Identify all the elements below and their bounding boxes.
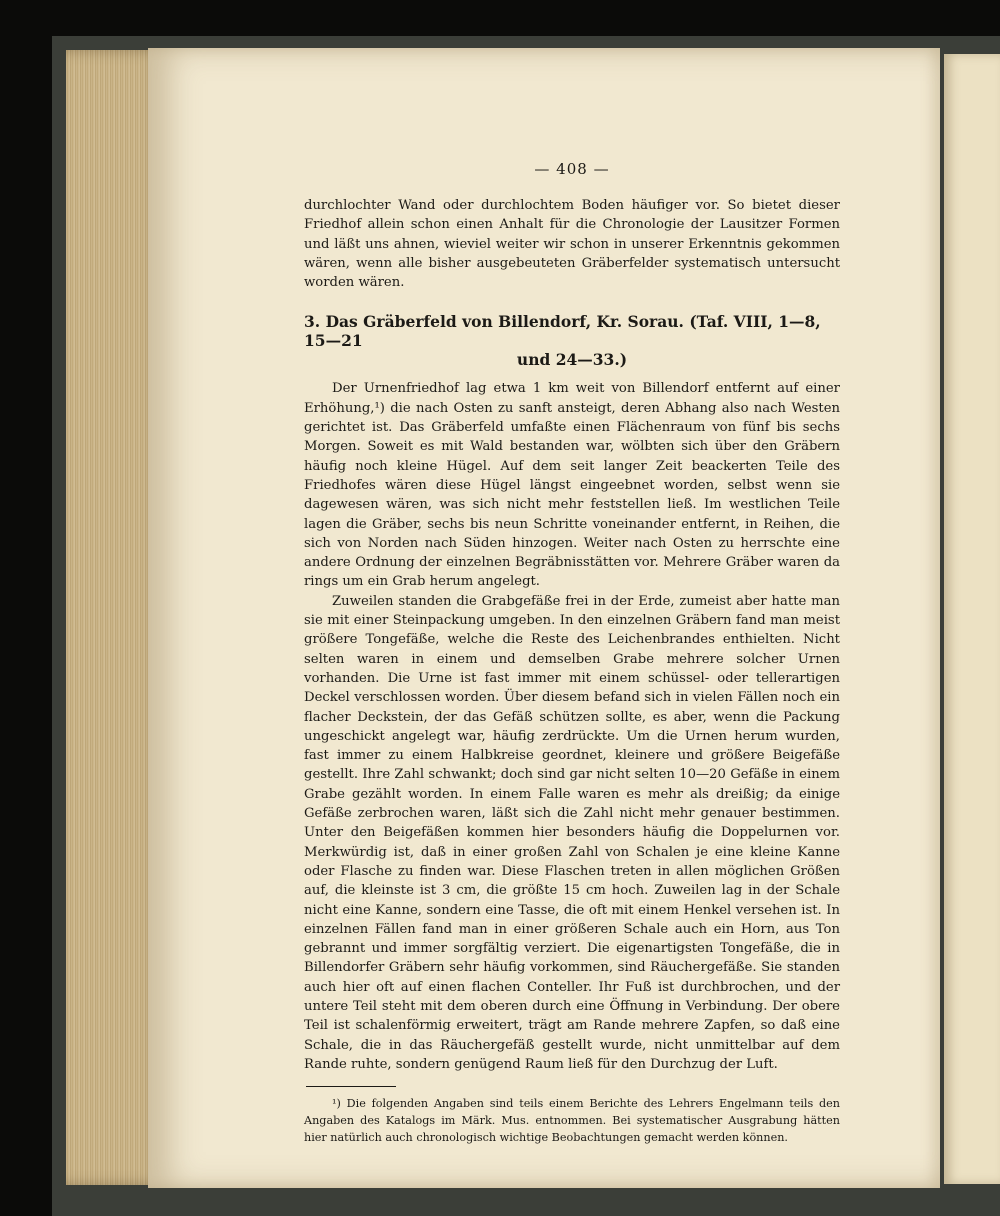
facing-page-edge: [944, 54, 1000, 1184]
section-heading-line1: 3. Das Gräberfeld von Billendorf, Kr. Sorau. (Taf. VIII, 1—8, 15—21: [304, 312, 821, 351]
footnote: ¹) Die folgenden Angaben sind teils einem Berichte des Lehrers Engelmann teils den Angaben des Katalogs im Märk. Mus. entnommen. Bei systematischer Ausgrabung hätten hier natürlich auch chronologisch wichtige Beobachtungen gemacht werden können.: [304, 1097, 840, 1145]
section-heading-line2: und 24—33.): [516, 350, 628, 370]
body-paragraph: Der Urnenfriedhof lag etwa 1 km weit von Billendorf entfernt auf einer Erhöhung,¹) die nach Osten zu sanft ansteigt, deren Abhang also nach Westen gerichtet ist. Das Gräberfeld umfaßte einen Flächenraum von fünf bis sechs Morgen. Soweit es mit Wald bestanden war, wölbten sich über den Gräbern häufig noch kleine Hügel. Auf dem seit langer Zeit beackerten Teile des Friedhofes wären diese Hügel längst eingeebnet worden, selbst wenn sie dagewesen wären, was sich nicht mehr feststellen ließ. Im westlichen Teile lagen die Gräber, sechs bis neun Schritte voneinander entfernt, in Reihen, die sich von Norden nach Süden hinzogen. Weiter nach Osten zu herrschte eine andere Ordnung der einzelnen Begräbnisstätten vor. Mehrere Gräber waren da rings um ein Grab herum angelegt.: [304, 381, 840, 590]
body-paragraph: Zuweilen standen die Grabgefäße frei in der Erde, zumeist aber hatte man sie mit einer Steinpackung umgeben. In den einzelnen Gräbern fand man meist größere Tongefäße, welche die Reste des Leichenbrandes enthielten. Nicht selten waren in einem und demselben Grabe mehrere solcher Urnen vorhanden. Die Urne ist fast immer mit einem schüssel- oder tellerartigen Deckel verschlossen worden. Über diesem befand sich in vielen Fällen noch ein flacher Deckstein, der das Gefäß schützen sollte, es aber, wenn die Packung ungeschickt angelegt war, häufig zerdrückte. Um die Urnen herum wurden, fast immer zu einem Halbkreise geordnet, kleinere und größere Beigefäße gestellt. Ihre Zahl schwankt; doch sind gar nicht selten 10—20 Gefäße in einem Grabe gezählt worden. In einem Falle waren es mehr als dreißig; da einige Gefäße zerbrochen waren, läßt sich die Zahl nicht mehr genauer bestimmen. Unter den Beigefäßen kommen hier besonders häufig die Doppelurnen vor. Merkwürdig ist, daß in einer großen Zahl von Schalen je eine kleine Kanne oder Flasche zu finden war. Diese Flaschen treten in allen möglichen Größen auf, die kleinste ist 3 cm, die größte 15 cm hoch. Zuweilen lag in der Schale nicht eine Kanne, sondern eine Tasse, die oft mit einem Henkel versehen ist. In einzelnen Fällen fand man in einer größeren Schale auch ein Horn, aus Ton gebrannt und immer sorgfältig verziert. Die eigenartigsten Tongefäße, die in Billendorfer Gräbern sehr häufig vorkommen, sind Räuchergefäße. Sie standen auch hier oft auf einen flachen Conteller. Ihr Fuß ist durchbrochen, und der untere Teil steht mit dem oberen durch eine Öffnung in Verbindung. Der obere Teil ist schalenförmig erweitert, trägt am Rande mehrere Zapfen, so daß eine Schale, die in das Räuchergefäß gestellt wurde, nicht unmittelbar auf dem Rande ruhte, sondern genügend Raum ließ für den Durchzug der Luft.: [304, 593, 840, 1072]
page-number: — 408 —: [534, 160, 610, 178]
footnote-divider: [306, 1086, 396, 1087]
section-heading: [304, 312, 840, 369]
page-content: [304, 160, 840, 1146]
intro-paragraph: durchlochter Wand oder durchlochtem Boden häufiger vor. So bietet dieser Friedhof allein schon einen Anhalt für die Chronologie der Lausitzer Formen und läßt uns ahnen, wieviel weiter wir schon in unserer Erkenntnis gekommen wären, wenn alle bisher ausgebeuteten Gräberfelder systematisch untersucht worden wären.: [304, 198, 840, 291]
